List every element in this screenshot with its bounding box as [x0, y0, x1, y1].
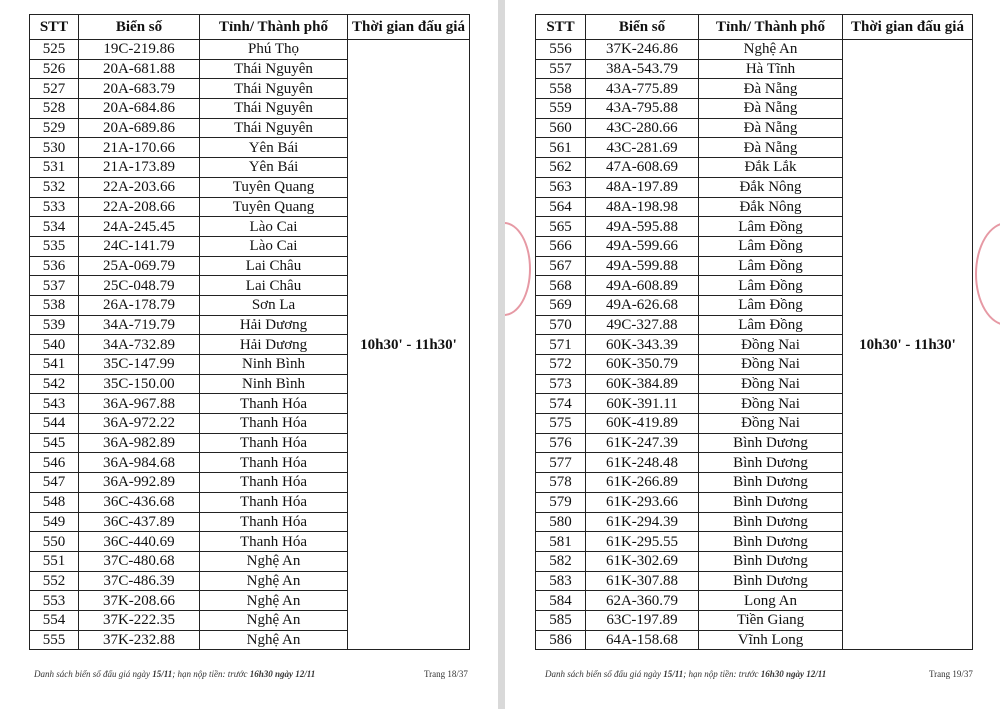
row-plate: 36A-967.88: [79, 394, 200, 414]
row-province: Thanh Hóa: [200, 532, 348, 552]
table-row: [536, 40, 973, 60]
row-stt: 578: [536, 473, 586, 493]
row-province: Đắk Lắk: [699, 158, 843, 178]
row-plate: 20A-683.79: [79, 79, 200, 99]
footer-note: Danh sách biển số đấu giá ngày 15/11; hạn nộp tiền: trước 16h30 ngày 12/11: [34, 669, 316, 679]
row-province: Thái Nguyên: [200, 79, 348, 99]
row-province: Nghệ An: [200, 571, 348, 591]
row-stt: 559: [536, 99, 586, 119]
row-province: Bình Dương: [699, 551, 843, 571]
header-province: Tỉnh/ Thành phố: [200, 15, 348, 40]
row-plate: 60K-350.79: [586, 355, 699, 375]
auction-time-slot: 10h30' - 11h30': [348, 40, 470, 650]
row-plate: 61K-248.48: [586, 453, 699, 473]
row-stt: 530: [30, 138, 79, 158]
row-plate: 49A-599.88: [586, 256, 699, 276]
row-plate: 37K-232.88: [79, 630, 200, 650]
row-plate: 35C-147.99: [79, 355, 200, 375]
row-stt: 550: [30, 532, 79, 552]
row-plate: 61K-294.39: [586, 512, 699, 532]
row-plate: 36C-440.69: [79, 532, 200, 552]
row-province: Nghệ An: [200, 630, 348, 650]
row-province: Bình Dương: [699, 512, 843, 532]
row-province: Thanh Hóa: [200, 414, 348, 434]
row-stt: 553: [30, 591, 79, 611]
row-plate: 37K-208.66: [79, 591, 200, 611]
row-province: Ninh Bình: [200, 374, 348, 394]
row-stt: 543: [30, 394, 79, 414]
row-province: Bình Dương: [699, 453, 843, 473]
row-province: Bình Dương: [699, 433, 843, 453]
row-province: Tiền Giang: [699, 610, 843, 630]
row-stt: 570: [536, 315, 586, 335]
row-plate: 25C-048.79: [79, 276, 200, 296]
row-plate: 49A-626.68: [586, 295, 699, 315]
row-stt: 580: [536, 512, 586, 532]
row-province: Sơn La: [200, 295, 348, 315]
header-time: Thời gian đấu giá: [348, 15, 470, 40]
row-plate: 20A-681.88: [79, 59, 200, 79]
row-province: Yên Bái: [200, 138, 348, 158]
row-stt: 560: [536, 118, 586, 138]
row-plate: 36C-436.68: [79, 492, 200, 512]
row-province: Lâm Đồng: [699, 315, 843, 335]
header-stt: STT: [536, 15, 586, 40]
header-plate: Biển số: [586, 15, 699, 40]
row-province: Long An: [699, 591, 843, 611]
row-stt: 542: [30, 374, 79, 394]
row-plate: 60K-391.11: [586, 394, 699, 414]
row-province: Đồng Nai: [699, 355, 843, 375]
row-plate: 61K-307.88: [586, 571, 699, 591]
page-number: Trang 19/37: [929, 669, 973, 679]
footer-note: Danh sách biển số đấu giá ngày 15/11; hạn nộp tiền: trước 16h30 ngày 12/11: [545, 669, 827, 679]
row-plate: 36A-992.89: [79, 473, 200, 493]
row-stt: 532: [30, 177, 79, 197]
row-stt: 571: [536, 335, 586, 355]
row-province: Tuyên Quang: [200, 197, 348, 217]
row-stt: 533: [30, 197, 79, 217]
red-stamp-mark: [505, 222, 531, 316]
header-plate: Biển số: [79, 15, 200, 40]
row-plate: 48A-198.98: [586, 197, 699, 217]
row-plate: 35C-150.00: [79, 374, 200, 394]
row-province: Đà Nẵng: [699, 99, 843, 119]
row-plate: 61K-266.89: [586, 473, 699, 493]
row-province: Lào Cai: [200, 236, 348, 256]
row-province: Lâm Đồng: [699, 295, 843, 315]
row-province: Thanh Hóa: [200, 433, 348, 453]
row-province: Thanh Hóa: [200, 473, 348, 493]
row-stt: 548: [30, 492, 79, 512]
row-province: Bình Dương: [699, 492, 843, 512]
header-province: Tỉnh/ Thành phố: [699, 15, 843, 40]
row-province: Hải Dương: [200, 315, 348, 335]
row-plate: 38A-543.79: [586, 59, 699, 79]
row-stt: 529: [30, 118, 79, 138]
row-plate: 37K-222.35: [79, 610, 200, 630]
row-plate: 49A-595.88: [586, 217, 699, 237]
row-plate: 61K-247.39: [586, 433, 699, 453]
row-plate: 64A-158.68: [586, 630, 699, 650]
row-plate: 60K-384.89: [586, 374, 699, 394]
red-stamp-mark: [975, 222, 1000, 326]
row-stt: 557: [536, 59, 586, 79]
row-province: Thái Nguyên: [200, 59, 348, 79]
row-stt: 558: [536, 79, 586, 99]
row-plate: 34A-719.79: [79, 315, 200, 335]
page-left: [0, 0, 498, 709]
row-province: Bình Dương: [699, 473, 843, 493]
page-number: Trang 18/37: [424, 669, 468, 679]
row-stt: 562: [536, 158, 586, 178]
row-province: Nghệ An: [699, 40, 843, 60]
row-stt: 582: [536, 551, 586, 571]
row-stt: 572: [536, 355, 586, 375]
row-stt: 564: [536, 197, 586, 217]
row-plate: 37C-486.39: [79, 571, 200, 591]
row-plate: 47A-608.69: [586, 158, 699, 178]
row-province: Nghệ An: [200, 591, 348, 611]
row-stt: 583: [536, 571, 586, 591]
row-province: Thái Nguyên: [200, 99, 348, 119]
row-province: Lào Cai: [200, 217, 348, 237]
row-province: Đà Nẵng: [699, 138, 843, 158]
row-plate: 60K-343.39: [586, 335, 699, 355]
row-stt: 586: [536, 630, 586, 650]
row-province: Phú Thọ: [200, 40, 348, 60]
row-plate: 22A-208.66: [79, 197, 200, 217]
row-plate: 49C-327.88: [586, 315, 699, 335]
row-plate: 63C-197.89: [586, 610, 699, 630]
row-province: Vĩnh Long: [699, 630, 843, 650]
plate-table-left: [29, 14, 470, 650]
row-plate: 37C-480.68: [79, 551, 200, 571]
row-stt: 534: [30, 217, 79, 237]
row-stt: 574: [536, 394, 586, 414]
row-plate: 20A-689.86: [79, 118, 200, 138]
row-stt: 567: [536, 256, 586, 276]
row-province: Lai Châu: [200, 256, 348, 276]
row-province: Thanh Hóa: [200, 492, 348, 512]
row-province: Nghệ An: [200, 610, 348, 630]
row-plate: 21A-173.89: [79, 158, 200, 178]
row-plate: 43C-280.66: [586, 118, 699, 138]
row-stt: 544: [30, 414, 79, 434]
row-stt: 566: [536, 236, 586, 256]
row-province: Lâm Đồng: [699, 236, 843, 256]
row-stt: 527: [30, 79, 79, 99]
row-stt: 528: [30, 99, 79, 119]
row-plate: 37K-246.86: [586, 40, 699, 60]
row-province: Lâm Đồng: [699, 217, 843, 237]
row-stt: 555: [30, 630, 79, 650]
row-province: Bình Dương: [699, 532, 843, 552]
row-stt: 573: [536, 374, 586, 394]
row-province: Ninh Bình: [200, 355, 348, 375]
row-province: Thanh Hóa: [200, 512, 348, 532]
row-province: Bình Dương: [699, 571, 843, 591]
row-stt: 546: [30, 453, 79, 473]
row-plate: 62A-360.79: [586, 591, 699, 611]
row-stt: 577: [536, 453, 586, 473]
row-plate: 21A-170.66: [79, 138, 200, 158]
row-stt: 551: [30, 551, 79, 571]
row-plate: 34A-732.89: [79, 335, 200, 355]
row-plate: 20A-684.86: [79, 99, 200, 119]
row-province: Đồng Nai: [699, 374, 843, 394]
row-stt: 540: [30, 335, 79, 355]
row-province: Đà Nẵng: [699, 79, 843, 99]
row-stt: 568: [536, 276, 586, 296]
row-stt: 526: [30, 59, 79, 79]
row-province: Thanh Hóa: [200, 453, 348, 473]
row-plate: 36A-972.22: [79, 414, 200, 434]
row-province: Thanh Hóa: [200, 394, 348, 414]
row-plate: 43A-795.88: [586, 99, 699, 119]
header-stt: STT: [30, 15, 79, 40]
row-stt: 539: [30, 315, 79, 335]
row-province: Lâm Đồng: [699, 256, 843, 276]
row-plate: 43A-775.89: [586, 79, 699, 99]
row-stt: 545: [30, 433, 79, 453]
row-stt: 565: [536, 217, 586, 237]
row-plate: 26A-178.79: [79, 295, 200, 315]
row-plate: 60K-419.89: [586, 414, 699, 434]
row-stt: 585: [536, 610, 586, 630]
row-stt: 569: [536, 295, 586, 315]
row-stt: 552: [30, 571, 79, 591]
page-gutter: [498, 0, 505, 709]
row-stt: 537: [30, 276, 79, 296]
row-stt: 556: [536, 40, 586, 60]
row-province: Đắk Nông: [699, 177, 843, 197]
row-stt: 535: [30, 236, 79, 256]
row-stt: 525: [30, 40, 79, 60]
row-plate: 61K-302.69: [586, 551, 699, 571]
row-province: Nghệ An: [200, 551, 348, 571]
row-plate: 25A-069.79: [79, 256, 200, 276]
row-province: Đồng Nai: [699, 414, 843, 434]
row-province: Đồng Nai: [699, 394, 843, 414]
row-plate: 22A-203.66: [79, 177, 200, 197]
page-right: [505, 0, 1000, 709]
row-province: Đà Nẵng: [699, 118, 843, 138]
row-stt: 554: [30, 610, 79, 630]
row-province: Yên Bái: [200, 158, 348, 178]
row-plate: 48A-197.89: [586, 177, 699, 197]
auction-time-slot: 10h30' - 11h30': [843, 40, 973, 650]
row-stt: 541: [30, 355, 79, 375]
row-stt: 531: [30, 158, 79, 178]
row-plate: 19C-219.86: [79, 40, 200, 60]
row-stt: 563: [536, 177, 586, 197]
row-plate: 36A-982.89: [79, 433, 200, 453]
row-province: Hà Tĩnh: [699, 59, 843, 79]
row-province: Tuyên Quang: [200, 177, 348, 197]
row-stt: 575: [536, 414, 586, 434]
row-stt: 561: [536, 138, 586, 158]
row-plate: 61K-293.66: [586, 492, 699, 512]
row-plate: 49A-608.89: [586, 276, 699, 296]
row-stt: 549: [30, 512, 79, 532]
row-plate: 24A-245.45: [79, 217, 200, 237]
row-plate: 24C-141.79: [79, 236, 200, 256]
row-province: Đồng Nai: [699, 335, 843, 355]
row-province: Thái Nguyên: [200, 118, 348, 138]
row-stt: 581: [536, 532, 586, 552]
row-stt: 538: [30, 295, 79, 315]
row-plate: 43C-281.69: [586, 138, 699, 158]
row-stt: 536: [30, 256, 79, 276]
row-stt: 579: [536, 492, 586, 512]
row-plate: 36C-437.89: [79, 512, 200, 532]
row-plate: 49A-599.66: [586, 236, 699, 256]
table-row: [30, 40, 470, 60]
row-stt: 584: [536, 591, 586, 611]
row-province: Đắk Nông: [699, 197, 843, 217]
row-plate: 36A-984.68: [79, 453, 200, 473]
row-province: Hải Dương: [200, 335, 348, 355]
row-province: Lâm Đồng: [699, 276, 843, 296]
plate-table-right: [535, 14, 973, 650]
header-time: Thời gian đấu giá: [843, 15, 973, 40]
row-stt: 547: [30, 473, 79, 493]
row-plate: 61K-295.55: [586, 532, 699, 552]
row-stt: 576: [536, 433, 586, 453]
row-province: Lai Châu: [200, 276, 348, 296]
